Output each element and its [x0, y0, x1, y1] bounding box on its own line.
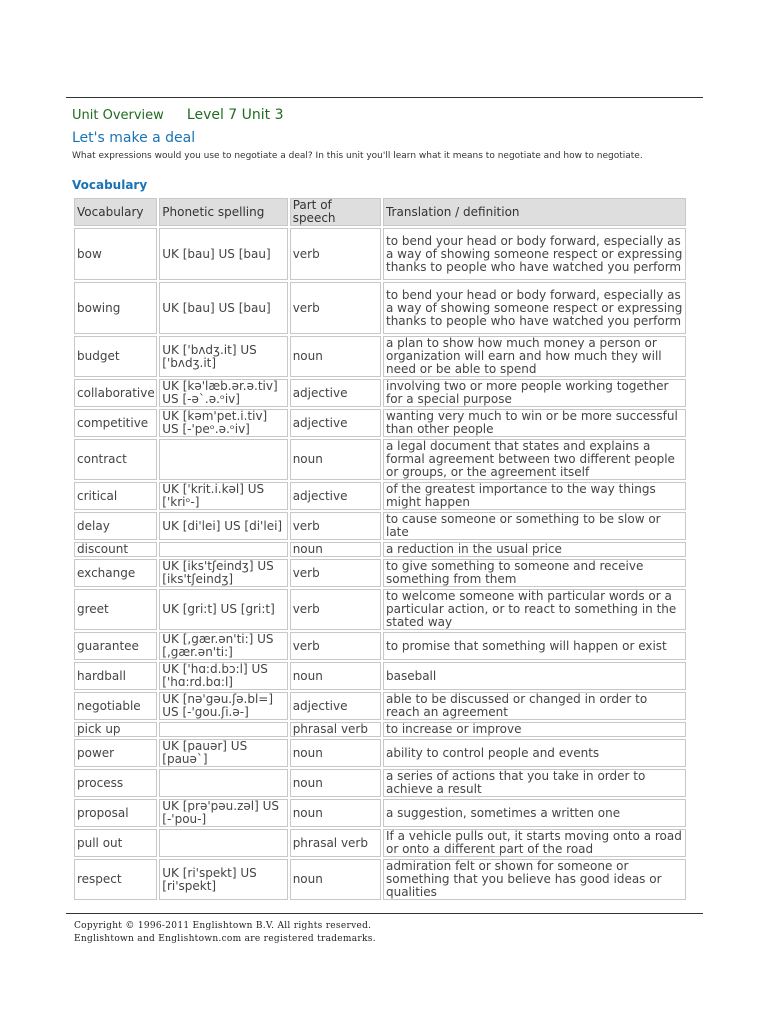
unit-overview-label: Unit Overview	[72, 108, 164, 123]
intro-text: What expressions would you use to negotiate a deal? In this unit you'll learn what it means to negotiate and how to negotiate.	[72, 151, 643, 161]
part-of-speech: noun	[290, 542, 381, 557]
definition: to bend your head or body forward, especially as a way of showing someone respect or expressing thanks to people who have watched you perform	[383, 282, 686, 334]
vocab-word: guarantee	[74, 632, 157, 660]
column-header-vocabulary: Vocabulary	[74, 198, 157, 226]
vocabulary-table	[72, 196, 688, 902]
definition: of the greatest importance to the way things might happen	[383, 482, 686, 510]
part-of-speech: phrasal verb	[290, 829, 381, 857]
phonetic-spelling: UK [prə'pəu.zəl] US [-'pou-]	[159, 799, 287, 827]
vocab-word: pick up	[74, 722, 157, 737]
phonetic-spelling	[159, 542, 287, 557]
column-header-part-of-speech: Part of speech	[290, 198, 381, 226]
table-row	[74, 589, 686, 630]
part-of-speech: adjective	[290, 409, 381, 437]
column-header-phonetic: Phonetic spelling	[159, 198, 287, 226]
definition: a reduction in the usual price	[383, 542, 686, 557]
part-of-speech: verb	[290, 228, 381, 280]
vocabulary-heading: Vocabulary	[72, 178, 148, 192]
part-of-speech: verb	[290, 632, 381, 660]
definition: a plan to show how much money a person or organization will earn and how much they will need or be able to spend	[383, 336, 686, 377]
table-row	[74, 799, 686, 827]
vocab-word: exchange	[74, 559, 157, 587]
vocab-word: process	[74, 769, 157, 797]
table-row	[74, 409, 686, 437]
vocab-word: proposal	[74, 799, 157, 827]
phonetic-spelling: UK [,gær.ən'ti:] US [,gær.ən'ti:]	[159, 632, 287, 660]
definition: to give something to someone and receive something from them	[383, 559, 686, 587]
table-row	[74, 739, 686, 767]
table-row	[74, 512, 686, 540]
page-title: Let's make a deal	[72, 130, 196, 146]
definition: If a vehicle pulls out, it starts moving onto a road or onto a different part of the road	[383, 829, 686, 857]
footer-top-rule	[66, 913, 703, 914]
part-of-speech: verb	[290, 282, 381, 334]
part-of-speech: adjective	[290, 692, 381, 720]
vocab-word: discount	[74, 542, 157, 557]
phonetic-spelling: UK [iks'tʃeindʒ] US [iks'tʃeindʒ]	[159, 559, 287, 587]
definition: involving two or more people working together for a special purpose	[383, 379, 686, 407]
phonetic-spelling	[159, 722, 287, 737]
header-top-rule	[66, 97, 703, 98]
table-row	[74, 439, 686, 480]
definition: able to be discussed or changed in order to reach an agreement	[383, 692, 686, 720]
table-row	[74, 769, 686, 797]
vocab-word: budget	[74, 336, 157, 377]
definition: ability to control people and events	[383, 739, 686, 767]
part-of-speech: adjective	[290, 379, 381, 407]
vocab-word: bowing	[74, 282, 157, 334]
phonetic-spelling: UK [bau] US [bau]	[159, 282, 287, 334]
phonetic-spelling: UK [kəm'pet.i.tiv] US [-'peᵒ.ə.ᵒiv]	[159, 409, 287, 437]
page-footer	[74, 920, 376, 946]
part-of-speech: adjective	[290, 482, 381, 510]
vocab-word: power	[74, 739, 157, 767]
part-of-speech: noun	[290, 799, 381, 827]
definition: a legal document that states and explains a formal agreement between two different people or groups, or the agreement itself	[383, 439, 686, 480]
phonetic-spelling	[159, 769, 287, 797]
table-row	[74, 282, 686, 334]
part-of-speech: noun	[290, 769, 381, 797]
vocab-word: pull out	[74, 829, 157, 857]
definition: baseball	[383, 662, 686, 690]
part-of-speech: noun	[290, 859, 381, 900]
vocab-word: hardball	[74, 662, 157, 690]
phonetic-spelling: UK [bau] US [bau]	[159, 228, 287, 280]
phonetic-spelling: UK ['bʌdʒ.it] US ['bʌdʒ.it]	[159, 336, 287, 377]
table-row	[74, 379, 686, 407]
table-row	[74, 559, 686, 587]
table-row	[74, 722, 686, 737]
phonetic-spelling: UK [gri:t] US [gri:t]	[159, 589, 287, 630]
definition: to bend your head or body forward, especially as a way of showing someone respect or expressing thanks to people who have watched you perform	[383, 228, 686, 280]
column-header-definition: Translation / definition	[383, 198, 686, 226]
definition: to increase or improve	[383, 722, 686, 737]
vocab-word: respect	[74, 859, 157, 900]
vocab-word: negotiable	[74, 692, 157, 720]
definition: admiration felt or shown for someone or something that you believe has good ideas or qualities	[383, 859, 686, 900]
part-of-speech: noun	[290, 336, 381, 377]
phonetic-spelling: UK [pauər] US [pauə`]	[159, 739, 287, 767]
table-row	[74, 662, 686, 690]
table-row	[74, 228, 686, 280]
phonetic-spelling	[159, 829, 287, 857]
phonetic-spelling: UK [nə'gəu.ʃə.bl=] US [-'gou.ʃi.ə-]	[159, 692, 287, 720]
definition: a suggestion, sometimes a written one	[383, 799, 686, 827]
part-of-speech: verb	[290, 512, 381, 540]
definition: wanting very much to win or be more successful than other people	[383, 409, 686, 437]
part-of-speech: noun	[290, 739, 381, 767]
table-row	[74, 859, 686, 900]
table-row	[74, 632, 686, 660]
definition: to promise that something will happen or exist	[383, 632, 686, 660]
copyright-text: Copyright © 1996-2011 Englishtown B.V. All rights reserved.	[74, 921, 372, 931]
level-unit-label: Level 7 Unit 3	[186, 107, 284, 123]
part-of-speech: verb	[290, 589, 381, 630]
table-row	[74, 542, 686, 557]
part-of-speech: noun	[290, 662, 381, 690]
vocab-word: critical	[74, 482, 157, 510]
phonetic-spelling	[159, 439, 287, 480]
part-of-speech: noun	[290, 439, 381, 480]
phonetic-spelling: UK ['krit.i.kəl] US ['kriᵒ-]	[159, 482, 287, 510]
vocab-word: delay	[74, 512, 157, 540]
phonetic-spelling: UK [di'lei] US [di'lei]	[159, 512, 287, 540]
definition: to welcome someone with particular words or a particular action, or to react to something in the stated way	[383, 589, 686, 630]
trademark-text: Englishtown and Englishtown.com are registered trademarks.	[74, 934, 376, 944]
vocab-word: bow	[74, 228, 157, 280]
part-of-speech: phrasal verb	[290, 722, 381, 737]
part-of-speech: verb	[290, 559, 381, 587]
vocab-word: collaborative	[74, 379, 157, 407]
definition: a series of actions that you take in order to achieve a result	[383, 769, 686, 797]
phonetic-spelling: UK [kə'læb.ər.ə.tiv] US [-ə`.ə.ᵒiv]	[159, 379, 287, 407]
table-row	[74, 829, 686, 857]
table-row	[74, 482, 686, 510]
vocab-word: competitive	[74, 409, 157, 437]
vocab-word: greet	[74, 589, 157, 630]
table-row	[74, 336, 686, 377]
page-header	[72, 104, 284, 123]
definition: to cause someone or something to be slow or late	[383, 512, 686, 540]
phonetic-spelling: UK ['hɑ:d.bɔ:l] US ['hɑ:rd.bɑ:l]	[159, 662, 287, 690]
phonetic-spelling: UK [ri'spekt] US [ri'spekt]	[159, 859, 287, 900]
table-row	[74, 692, 686, 720]
vocab-word: contract	[74, 439, 157, 480]
table-header-row	[74, 198, 686, 226]
